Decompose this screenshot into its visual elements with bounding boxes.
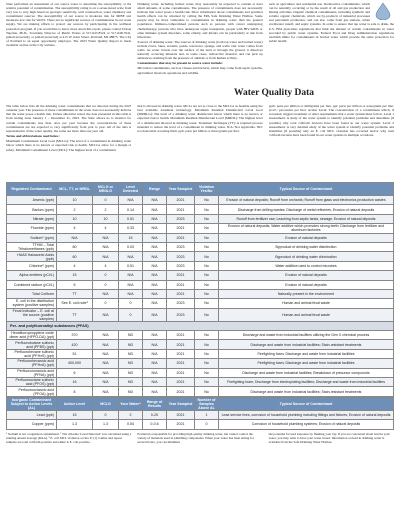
table-cell: 420 (57, 340, 93, 349)
table-cell: 2021 (167, 224, 195, 233)
column-header: Action Level (57, 397, 93, 410)
table-cell: No (195, 308, 219, 321)
intro-text: Drinking water, including bottled water, may reasonably be expected to contain at least small amounts of some contaminants. The presence of contaminants does not necessarily indicate that water poses a health risk. More information about contaminants and potential health effects can be obtained by calling the EPA Safe Drinking Water Hotline. Some people may be more vulnerable to contaminants in drinking water than the general population. Immuno-compromised persons such as persons with cancer undergoing chemotherapy, persons who have undergone organ transplants, people with HIV/AIDS or other immune system disorders, some elderly, and infants can be particularly at risk from infections. (137, 2, 263, 39)
intro-section (0, 0, 400, 86)
table-cell: 10 (93, 214, 119, 223)
terms-column-1 (6, 104, 131, 182)
table-cell: No (195, 205, 219, 214)
intro-text: Microbial contaminants, such as viruses and bacteria, which may come from septic systems, agricultural livestock operations and wildlife. (137, 66, 263, 75)
table-cell: Erosion of natural deposits; Water additive which promotes strong teeth; Discharge from fertilizer and aluminum factories (219, 224, 394, 233)
table-cell: No (195, 242, 219, 251)
table-cell: N/A (143, 349, 167, 358)
column-header: Year Sampled (167, 397, 195, 410)
table-cell: N/A (93, 233, 119, 242)
table-cell: N/A (93, 308, 119, 321)
table-cell: Sodium¹ (ppm) (7, 233, 57, 242)
column-header: Typical Source of Contaminant (219, 183, 394, 196)
table-cell: TT (57, 289, 93, 298)
table-row (7, 242, 394, 251)
terms-section (0, 100, 400, 182)
table-cell: 51 (57, 349, 93, 358)
table-cell: Erosion of natural deposits (219, 233, 394, 242)
table-cell: N/A (119, 280, 143, 289)
terms-text: that is allowed in drinking water. MCLs are set as close to the MCLGs as feasible using the best available treatment technology. Maximum Residual Disinfectant Level Goal (MRDLG): The level of a drinking water disinfectant below which there is no known or expected risk to health. Maximum Residual Disinfectant Level (MRDL): The highest level of a disinfectant allowed in drinking water. Treatment Technique (TT): A required process intended to reduce the level of a contaminant in drinking water. N/A: Not applicable. ND: not detectable at testing limit. ppb: parts per billion or micrograms per liter. (137, 104, 263, 133)
table-cell: 0.51 (119, 261, 143, 270)
table-row (7, 196, 394, 205)
table-cell: 2021 (167, 340, 195, 349)
table-cell: 2021 (167, 289, 195, 298)
table-cell: N/A (57, 233, 93, 242)
table-row (7, 252, 394, 261)
table-cell: Perfluorooctanoic acid (PFOA) (ppt) (7, 387, 57, 396)
table-row (7, 299, 394, 308)
table-cell: N/A (93, 378, 119, 387)
table-cell: ND (119, 349, 143, 358)
column-header: Regulated Contaminant (7, 183, 57, 196)
column-header: Level Detected (119, 183, 143, 196)
table-row (7, 224, 394, 233)
table-cell: 2 (119, 410, 143, 419)
lead-copper-table (6, 397, 394, 430)
table-cell: Erosion of natural deposits (219, 271, 394, 280)
table-cell: N/A (143, 299, 167, 308)
table-cell: No (195, 261, 219, 270)
table-cell: 2 (57, 205, 93, 214)
table-cell: 2 (93, 205, 119, 214)
table-cell: 2023 (167, 252, 195, 261)
table-cell: N/A (143, 205, 167, 214)
table-cell: Byproduct of drinking water disinfection (219, 242, 394, 251)
table-cell: Discharge and waste from industrial facilities utilizing the Gen X chemical process (219, 331, 394, 340)
table-cell: No (195, 271, 219, 280)
table-row (7, 233, 394, 242)
table-row (7, 308, 394, 321)
table-cell: N/A (93, 289, 119, 298)
footnote-text: ¹ Sodium is not a regulated contaminant. ² The chlorine 'Level Detected' was calculated using a running annual average (RAA). ³ E. coli MCL violation occurs if: (1) routine and repeat samples are total coliform-positive and either is E. coli-positive. (6, 431, 132, 444)
table-cell: No (195, 224, 219, 233)
table-cell: 15 (57, 271, 93, 280)
table-cell: Human and animal fecal waste (219, 299, 394, 308)
table-cell: N/A (143, 331, 167, 340)
table-cell: 4 (93, 224, 119, 233)
table-cell: Perfluorohexanoic acid (PFHxA) (ppt) (7, 359, 57, 368)
table-cell: N/A (119, 289, 143, 298)
table-cell: 2021 (167, 378, 195, 387)
terms-text: Maximum Contaminant Level Goal (MCLG): The level of a contaminant in drinking water below which there is no known or expected risk to health. MCLGs allow for a margin of safety. Maximum Contaminant Level (MCL): The highest level of a contaminant (6, 139, 132, 152)
column-header: Range (143, 183, 167, 196)
table-cell: 2021 (167, 359, 195, 368)
column-header: Year Sampled (167, 183, 195, 196)
table-cell: 10 (57, 196, 93, 205)
intro-column-3 (269, 2, 394, 86)
table-cell: 2023 (167, 308, 195, 321)
table-cell: 4 (93, 261, 119, 270)
table-cell: N/A (93, 368, 119, 377)
table-cell: Fluoride (ppm) (7, 224, 57, 233)
table-cell: Lead service lines, corrosion of household plumbing including fittings and fixtures; Erosion of natural deposits (219, 410, 394, 419)
table-cell: 1.3 (93, 420, 119, 429)
table-cell: 4 (57, 261, 93, 270)
table-cell: Combined radium (pCi/L) (7, 280, 57, 289)
terms-heading: Terms and abbreviations used below: (6, 134, 60, 139)
table-cell: 80 (57, 242, 93, 251)
table-row (7, 289, 394, 298)
table-cell: No (195, 289, 219, 298)
table-cell: N/A (93, 387, 119, 396)
table-cell: 0 (119, 299, 143, 308)
table-cell: 0.51 (119, 214, 143, 223)
table-cell: 0.14 (119, 205, 143, 214)
column-header: Violation Yes/No (195, 183, 219, 196)
table-cell: N/A (143, 368, 167, 377)
page-title: Water Quality Data (233, 88, 315, 98)
table-cell: Nitrate (ppm) (7, 214, 57, 223)
table-row (7, 205, 394, 214)
table-cell: No (195, 252, 219, 261)
table-cell: 0.54 (119, 420, 143, 429)
table-cell: 2021 (167, 368, 195, 377)
column-header: Range of Results (143, 397, 167, 410)
table-cell: N/A (143, 224, 167, 233)
intro-text: State performed an assessment of our source water to determine the susceptibility or the relative potential of contamination. The susceptibility rating is on a seven-tiered scale from very low to very high based on geologic sensitivity, well construction, water chemistry and contaminant sources. The susceptibility of our source is moderate risk for MtBE and moderate-low risk for Well 9. There are no significant sources of contamination in our water supply. We are making efforts to protect our sources by participating in the wellhead protection program. If you would like to know more about this report, please contact Dorset Tajerina, Ph.D., Township Director of Public Works at 517-647-8524 or 517-648-7641, [email protected], or [email protected] at 415 W. Kent Street, Portland, MI 48875. The City of Portland is an equal opportunity employer. The 2023 Water Quality Report is made available on line at the City website. (6, 2, 132, 47)
table-cell: 2021 (167, 280, 195, 289)
table-cell: Hexafluoropropylene oxide dimer acid (HFPO-DA) (ppt) (7, 331, 57, 340)
table-row (7, 410, 394, 419)
table-cell: Perfluorobutane sulfonic acid (PFBS) (ppt) (7, 340, 57, 349)
table-cell: 1 (195, 410, 219, 419)
table-cell: 0.03 (119, 242, 143, 251)
table-header-row (7, 397, 394, 410)
table-cell: 8 (57, 387, 93, 396)
column-header: MCL, TT, or MRDL (57, 183, 93, 196)
section-row (7, 321, 394, 330)
table-cell: ND (119, 359, 143, 368)
table-cell: TT (57, 308, 93, 321)
table-cell: Total Coliform (7, 289, 57, 298)
table-cell: 2021 (167, 349, 195, 358)
table-cell: Discharge and waste from industrial facilities; Stain-resistant treatments (219, 340, 394, 349)
intro-heading: Contaminants that may be present in source water include: (137, 61, 223, 66)
table-cell: 2021 (167, 233, 195, 242)
table-cell: 2023 (167, 261, 195, 270)
table-cell: No (195, 214, 219, 223)
table-cell: 2021 (167, 387, 195, 396)
terms-column-2 (137, 104, 262, 182)
table-cell: No (195, 359, 219, 368)
table-cell: N/A (143, 340, 167, 349)
table-cell: No (195, 196, 219, 205)
table-cell: Firefighting foam; Discharge and waste from industrial facilities (219, 359, 394, 368)
table-cell: 2021 (167, 196, 195, 205)
table-row (7, 420, 394, 429)
table-cell: No (195, 378, 219, 387)
intro-text: such as agriculture and residential use. Radioactive contaminants, which can be naturally occurring or be the result of oil and gas production and mining activities. Organic chemical contaminants, including synthetic and volatile organic chemicals, which are by-products of industrial processes and petroleum production, and can also come from gas stations, urban stormwater runoff, and septic systems. In order to ensure that tap water is safe to drink, the U.S. EPA prescribes regulations that limit the amount of certain contaminants in water provided by public water systems. Federal Food and Drug Administration regulations establish limits for contaminants in bottled water which provide the same protection for public health. (268, 2, 394, 43)
table-cell: 2021 (167, 420, 195, 429)
table-cell: 2023 (167, 299, 195, 308)
table-cell: N/A (143, 308, 167, 321)
footnote-text: the potential for lead exposure by flushing your tap. If you are concerned about lead in your water, you may wish to have your water tested. Information on lead in drinking water is available from the Safe Drinking Water Hotline. (268, 431, 390, 444)
table-row (7, 271, 394, 280)
table-row (7, 368, 394, 377)
table-cell: N/A (119, 252, 143, 261)
table-row (7, 387, 394, 396)
table-cell: Fecal Indicator – E. coli at the source (positive samples) (7, 308, 57, 321)
table-cell: Lead (ppb) (7, 410, 57, 419)
table-header-row (7, 183, 394, 196)
intro-text: Sources of drinking water: The sources of drinking water (both tap water and bottled water) include rivers, lakes, streams, ponds, reservoirs, springs, and wells. Our water comes from wells. As water travels over the surface of the land or through the ground, it dissolves naturally occurring minerals and, in some cases, radioactive material, and can pick up substances resulting from the presence of animals or from human activity. (137, 39, 263, 61)
table-cell: 5 (57, 280, 93, 289)
table-cell: N/A (143, 280, 167, 289)
table-cell: Erosion of natural deposits; Runoff from orchards; Runoff from glass and electronics production wastes (219, 196, 394, 205)
table-cell: N/A (93, 340, 119, 349)
terms-column-3 (269, 104, 394, 182)
intro-column-2 (137, 2, 262, 86)
table-cell: 10 (57, 214, 93, 223)
column-header: Inorganic Contaminant Subject to Action Levels (AL) (7, 397, 57, 410)
table-cell: ND (119, 368, 143, 377)
table-row (7, 280, 394, 289)
table-cell: No (195, 233, 219, 242)
section-label: Per- and polyfluoroalkyl substances (PFAS) (7, 321, 394, 330)
table-cell: 15 (119, 233, 143, 242)
table-cell: Perfluorohexane sulfonic acid (PFHxS) (ppt) (7, 349, 57, 358)
table-cell: N/A (143, 387, 167, 396)
table-cell: N/A (143, 252, 167, 261)
table-cell: ND (119, 387, 143, 396)
table-cell: No (195, 368, 219, 377)
table-cell: 0 (93, 299, 119, 308)
table-cell: Discharge and waste from industrial facilities; Stain-resistant treatments (219, 387, 394, 396)
table-cell: Byproduct of drinking water chlorination (219, 252, 394, 261)
table-cell: Firefighting foam; Discharge from electroplating facilities; Discharge and waste from industrial facilities (219, 378, 394, 387)
table-cell: Barium (ppm) (7, 205, 57, 214)
table-row (7, 214, 394, 223)
column-header: Your Water⁴ (119, 397, 143, 410)
table-cell: N/A (143, 271, 167, 280)
column-header: Number of Samples Above AL (195, 397, 219, 410)
table-cell: Perfluorononanoic acid (PFNA) (ppt) (7, 368, 57, 377)
column-header: Typical Source of Contaminant (219, 397, 394, 410)
table-cell: 0 (93, 410, 119, 419)
table-cell: Human and animal fecal waste (219, 308, 394, 321)
table-cell: N/A (93, 349, 119, 358)
regulated-contaminants-table (6, 182, 394, 397)
intro-column-1 (6, 2, 131, 86)
table-cell: 0 (119, 308, 143, 321)
table-cell: Erosion of natural deposits (219, 280, 394, 289)
table-cell: TTHM – Total Trihalomethanes (ppb) (7, 242, 57, 251)
table-cell: N/A (93, 252, 119, 261)
column-header: MCLG (93, 397, 119, 410)
table-row (7, 340, 394, 349)
table-cell: 0-20 (143, 410, 167, 419)
column-header: MCLG or MRDLG (93, 183, 119, 196)
table-cell: 6 (57, 368, 93, 377)
table-cell: 0.33 (119, 224, 143, 233)
table-cell: N/A (143, 261, 167, 270)
table-cell: N/A (93, 359, 119, 368)
terms-text: ppm: parts per million or milligrams per liter. ppt: parts per trillion or nanograms per liter. pCi/L: picocuries per liter. Action Level: The concentration of a contaminant which, if exceeded, triggers treatment or other requirements that a water system must follow. Level 1 Assessment: A study of the water system to identify potential problems and determine (if possible) why total coliform bacteria have been found in our water system. Level 2 Assessment: A very detailed study of the water system to identify potential problems and determine (if possible) why an E. coli MCL violation has occurred and/or why total coliform bacteria have been found in our water system on multiple occasions. (268, 104, 394, 138)
table-cell: N/A (93, 242, 119, 251)
table-cell: 1.3 (57, 420, 93, 429)
table-cell: Alpha emitters (pCi/L) (7, 271, 57, 280)
table-cell: 2021 (167, 271, 195, 280)
water-drop-icon (372, 2, 394, 20)
table-cell: ND (119, 331, 143, 340)
table-cell: 0 (195, 420, 219, 429)
table-cell: No (195, 331, 219, 340)
table-cell: Naturally present in the environment (219, 289, 394, 298)
table-cell: Arsenic (ppb) (7, 196, 57, 205)
table-cell: 2023 (167, 242, 195, 251)
table-cell: ND (119, 378, 143, 387)
table-cell: No (195, 340, 219, 349)
table-cell: HAA5 Haloacetic Acids (ppb) (7, 252, 57, 261)
table-cell: N/A (143, 242, 167, 251)
table-cell: No (195, 280, 219, 289)
table-cell: N/A (119, 271, 143, 280)
table-cell: 2021 (167, 410, 195, 419)
table-cell: Runoff from fertilizer use; Leaching from septic tanks, sewage; Erosion of natural deposits (219, 214, 394, 223)
table-row (7, 359, 394, 368)
table-cell: N/A (143, 289, 167, 298)
table-cell: N/A (143, 196, 167, 205)
table-cell: 400,000 (57, 359, 93, 368)
table-cell: 2021 (167, 331, 195, 340)
table-cell: 60 (57, 252, 93, 261)
table-cell: Discharge and waste from industrial facilities; Breakdown of precursor compounds (219, 368, 394, 377)
table-cell: N/A (119, 196, 143, 205)
table-cell: 4 (57, 224, 93, 233)
table-cell: Firefighting foam; Discharge and waste from industrial facilities (219, 349, 394, 358)
table-cell: 370 (57, 331, 93, 340)
table-cell: 0 (93, 280, 119, 289)
table-cell: E. coli in the distribution system (positive samples) (7, 299, 57, 308)
table-cell: No (195, 387, 219, 396)
table-cell: Copper (ppm) (7, 420, 57, 429)
table-cell: No (195, 349, 219, 358)
table-row (7, 378, 394, 387)
footnote-text: Portland is responsible for providing high quality drinking water, but cannot control the variety of materials used in plumbing components. When your water has been sitting for several hours, you can minimize (137, 431, 254, 444)
table-cell: See E. coli note³ (57, 299, 93, 308)
table-cell: N/A (143, 214, 167, 223)
table-cell: 2021 (167, 205, 195, 214)
table-row (7, 349, 394, 358)
table-cell: Perfluorooctane sulfonic acid (PFOS) (ppt) (7, 378, 57, 387)
table-cell: ND (119, 340, 143, 349)
table-cell: 16 (57, 378, 93, 387)
table-cell: No (195, 299, 219, 308)
table-cell: Water additive used to control microbes (219, 261, 394, 270)
table-cell: Corrosion of household plumbing systems; Erosion of natural deposits (219, 420, 394, 429)
table-row (7, 331, 394, 340)
table-cell: N/A (143, 378, 167, 387)
terms-text: The table below lists all the drinking water contaminants that we detected during the 2023 calendar year. The presence of these contaminants in the water does not necessarily indicate that the water poses a health risk. Unless otherwise noted, the data presented in this table is from testing done January 1 – December 31, 2023. The State allows us to monitor for certain contaminants less than once per year because the concentrations of these contaminants are not expected to vary significantly from year to year. All of the data is representative of the water quality, but some are more than one year old. (6, 104, 132, 133)
table-cell: 0-0.6 (143, 420, 167, 429)
table-cell: 0 (93, 271, 119, 280)
footnotes (0, 430, 400, 446)
table-cell: Discharge from drilling wastes; Discharge of metal refineries; Erosion of natural deposits (219, 205, 394, 214)
table-row (7, 261, 394, 270)
table-cell: Chlorine² (ppm) (7, 261, 57, 270)
table-cell: 15 (57, 410, 93, 419)
table-cell: 2023 (167, 214, 195, 223)
table-cell: N/A (143, 359, 167, 368)
table-cell: N/A (143, 233, 167, 242)
table-cell: N/A (93, 331, 119, 340)
table-cell: 0 (93, 196, 119, 205)
